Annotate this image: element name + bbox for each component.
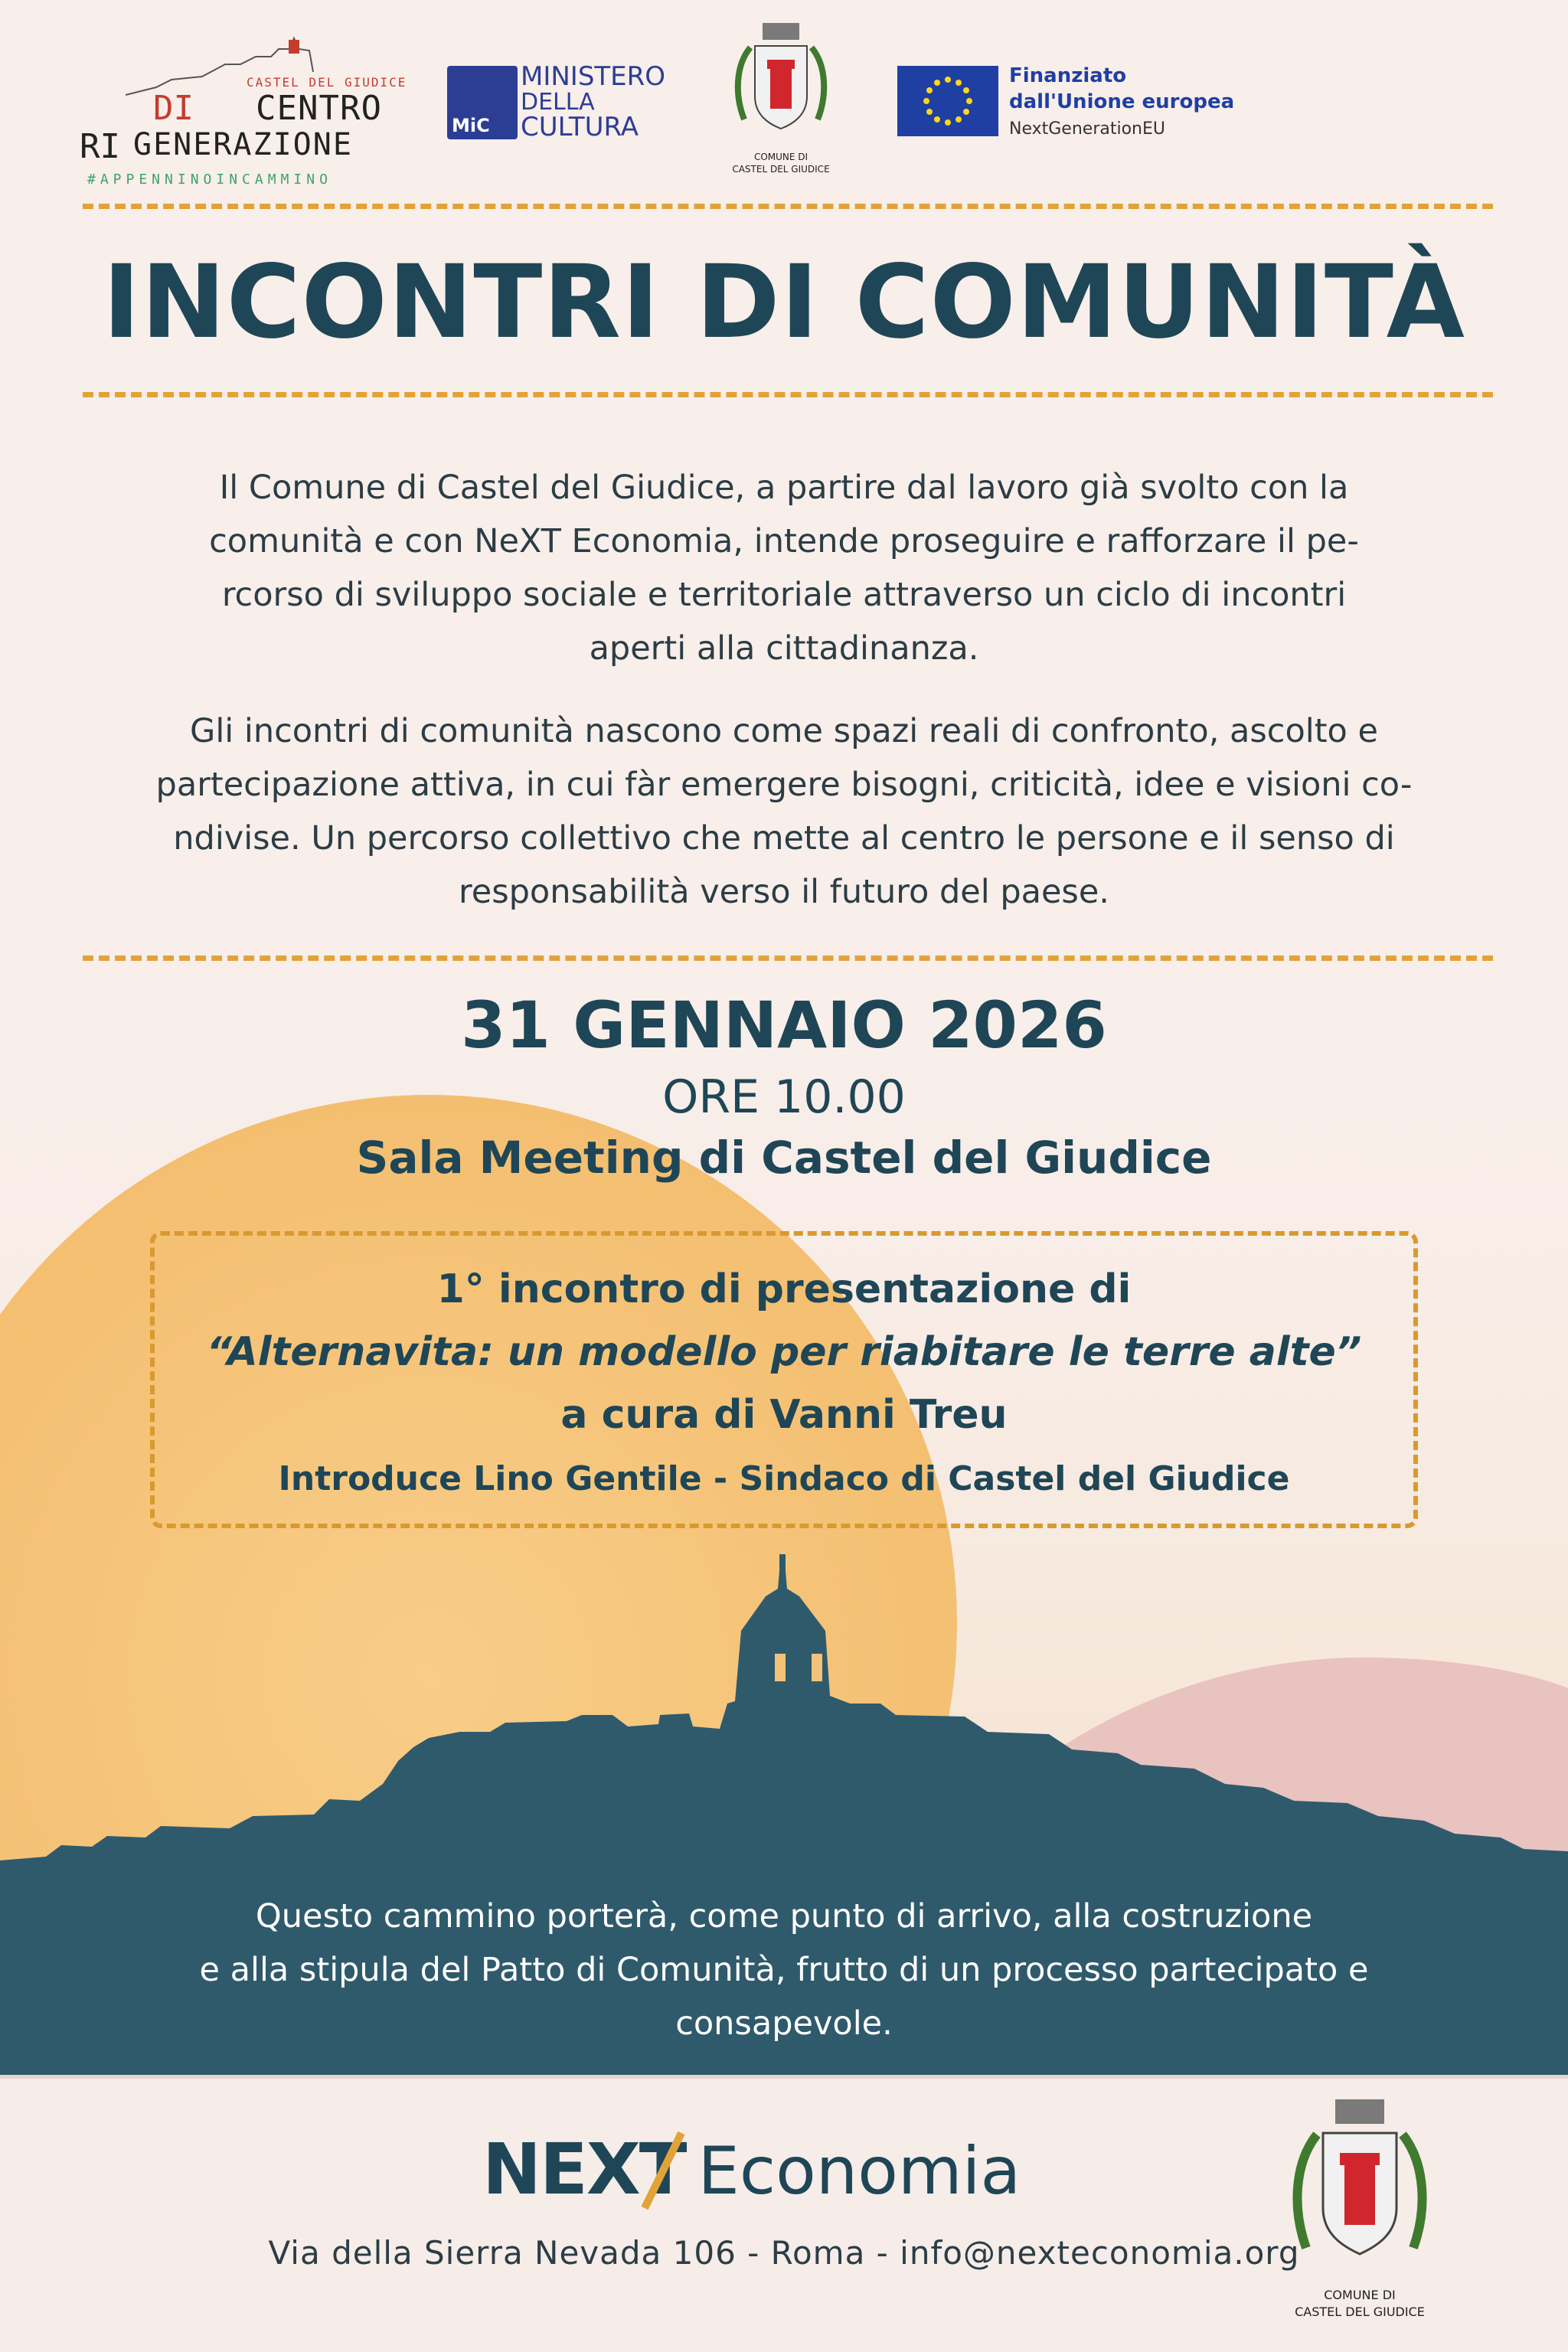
intro-paragraph-2 (61, 704, 1507, 919)
logo-small-caption: CASTEL DEL GIUDICE (247, 75, 407, 90)
event-time: ORE 10.00 (662, 1070, 906, 1124)
brand-next: NEXT (482, 2128, 686, 2210)
comune-header-line2: CASTEL DEL GIUDICE (732, 164, 830, 175)
intro-p2-line: partecipazione attiva, in cui fàr emergere bisogni, criticità, idee e visioni co- (155, 766, 1413, 804)
comune-footer-line2: CASTEL DEL GIUDICE (1295, 2305, 1425, 2319)
event-box-line-2: “Alternavita: un modello per riabitare le terre alte” (206, 1329, 1362, 1375)
tower-cross (779, 1554, 786, 1582)
intro-p2-line: Gli incontri di comunità nascono come spazi reali di confronto, ascolto e (190, 712, 1378, 750)
ministero-line2: DELLA (521, 89, 595, 116)
footer-address: Via della Sierra Nevada 106 - Roma - info@nexteconomia.org (268, 2234, 1300, 2272)
logo-ministero-cultura (447, 61, 669, 145)
logo-di: DI (153, 89, 194, 128)
next-x-swoosh-icon (637, 2128, 691, 2213)
intro-p1-line: comunità e con NeXT Economia, intende proseguire e rafforzare il pe- (209, 522, 1359, 560)
divider-before-event (83, 956, 1493, 961)
event-box-line-4: Introduce Lino Gentile - Sindaco di Castel del Giudice (278, 1459, 1290, 1498)
eu-flag-icon (897, 66, 998, 136)
logo-generazione: GENERAZIONE (133, 127, 353, 162)
event-box-line-3: a cura di Vanni Treu (560, 1392, 1008, 1438)
ministero-badge: MiC (452, 115, 490, 136)
intro-p1-line: rcorso di sviluppo sociale e territoriale attraverso un ciclo di incontri (221, 576, 1347, 614)
logo-comune-header (727, 20, 835, 181)
intro-p1-line: Il Comune di Castel del Giudice, a partire dal lavoro già svolto con la (219, 469, 1349, 507)
comune-crest-icon (727, 20, 835, 149)
logo-hashtag: #APPENNINOINCAMMINO (87, 172, 332, 188)
event-date: 31 GENNAIO 2026 (461, 988, 1107, 1063)
closing-paragraph (0, 1890, 1568, 2050)
logo-centro-rigenerazione (80, 28, 416, 188)
divider-top (83, 204, 1493, 209)
brand-economia: Economia (697, 2133, 1021, 2210)
intro-p2-line: responsabilità verso il futuro del paese. (459, 873, 1109, 911)
closing-line: consapevole. (675, 2004, 893, 2043)
event-details-box (150, 1231, 1418, 1528)
logo-ri: RI (80, 127, 120, 166)
eu-line3: NextGenerationEU (1009, 119, 1165, 139)
tower-window-right (812, 1654, 822, 1681)
event-venue: Sala Meeting di Castel del Giudice (356, 1132, 1212, 1184)
intro-p2-line: ndivise. Un percorso collettivo che mette al centro le persone e il senso di (173, 819, 1395, 858)
closing-line: e alla stipula del Patto di Comunità, frutto di un processo partecipato e (199, 1951, 1369, 1989)
intro-p1-line: aperti alla cittadinanza. (589, 629, 979, 668)
logo-centro: CENTRO (256, 89, 382, 128)
eu-line1: Finanziato (1009, 64, 1127, 87)
ministero-line1: MINISTERO (521, 61, 666, 92)
closing-line: Questo cammino porterà, come punto di arrivo, alla costruzione (255, 1897, 1313, 1936)
next-economia-logo (482, 2128, 1021, 2213)
page-title: INCONTRI DI COMUNITÀ (103, 243, 1465, 361)
intro-paragraph-1 (92, 461, 1476, 675)
tower-window-left (775, 1654, 786, 1681)
comune-header-line1: COMUNE DI (753, 152, 808, 162)
ministero-emblem-icon (447, 66, 518, 139)
ministero-line3: CULTURA (521, 112, 639, 142)
logo-comune-footer (1283, 2095, 1436, 2324)
eu-line2: dall'Unione europea (1009, 90, 1235, 113)
event-box-line-1: 1° incontro di presentazione di (436, 1266, 1132, 1312)
divider-under-title (83, 392, 1493, 397)
comune-crest-icon (1283, 2095, 1436, 2286)
comune-footer-line1: COMUNE DI (1324, 2288, 1396, 2302)
